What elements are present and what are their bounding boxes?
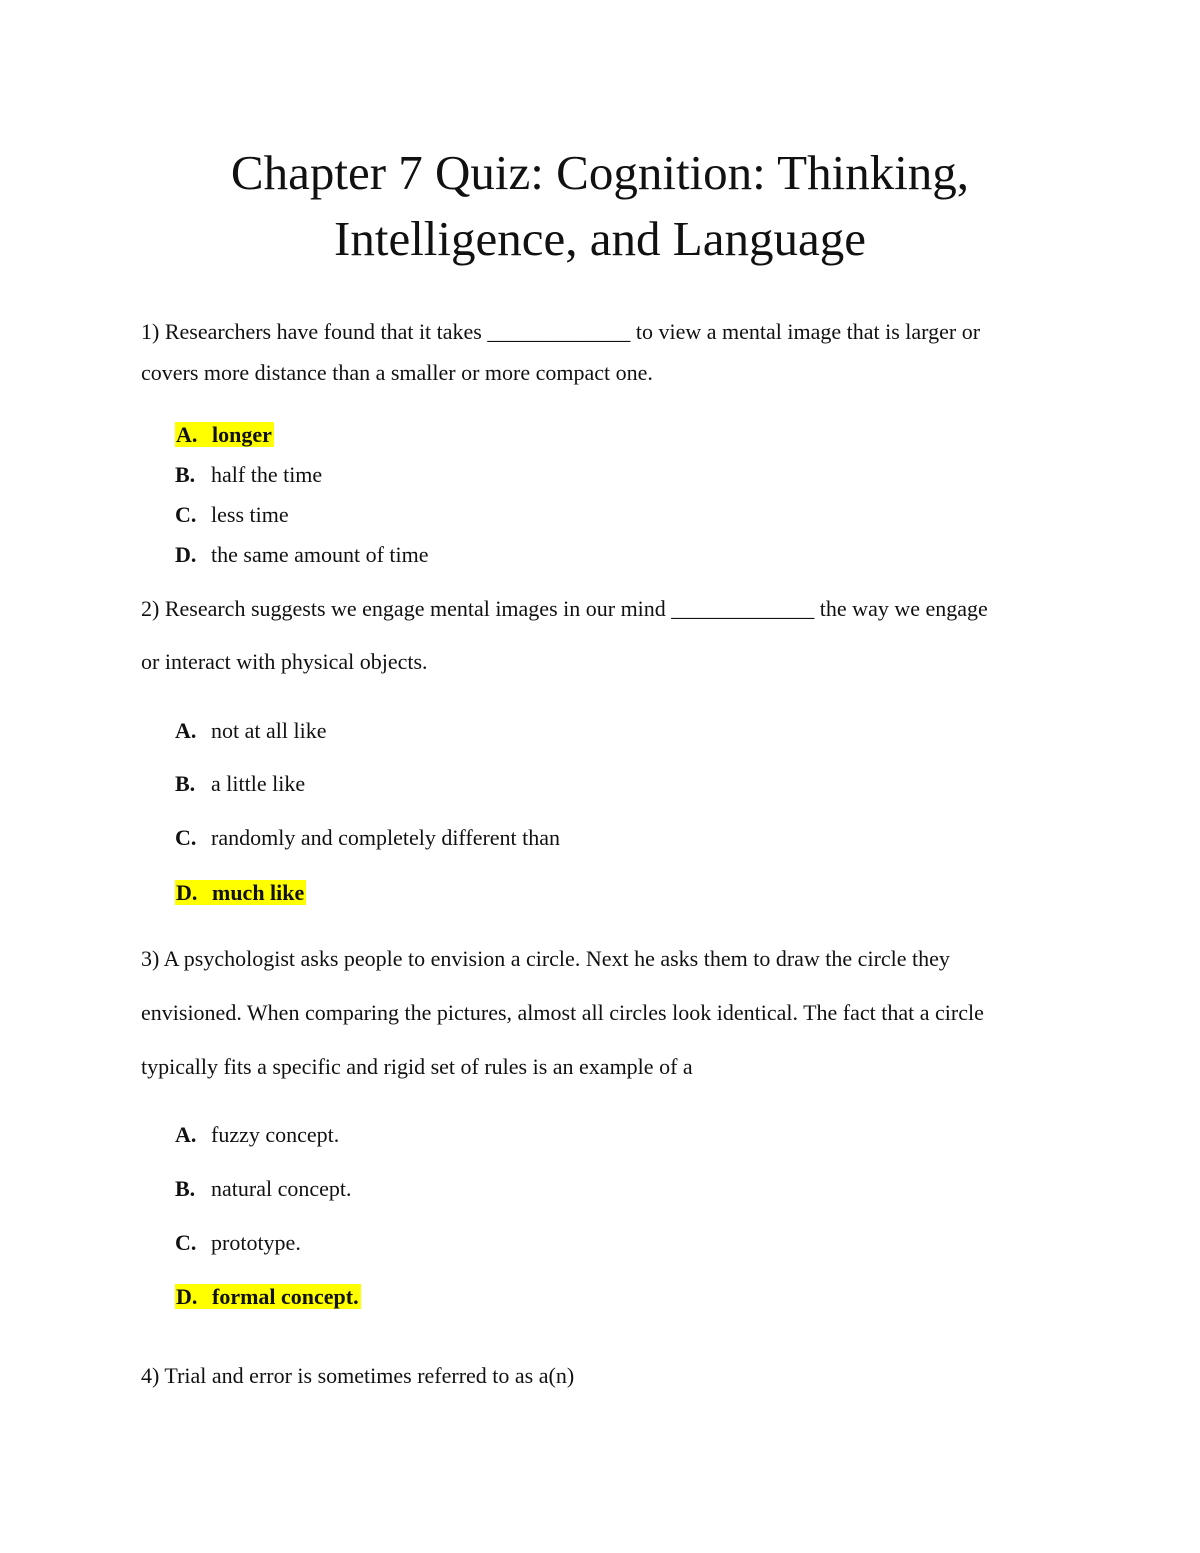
title-line-2: Intelligence, and Language	[334, 211, 866, 266]
page-title	[0, 140, 1200, 272]
question-3-option-a: A. fuzzy concept.	[175, 1122, 340, 1147]
question-3-line-2: envisioned. When comparing the pictures, almost all circles look identical. The fact that a circle	[141, 1000, 984, 1025]
question-3-line-3: typically fits a specific and rigid set of rules is an example of a	[141, 1054, 693, 1079]
correct-answer-highlight: A. longer	[176, 422, 272, 447]
question-2-option-d	[175, 878, 306, 908]
question-4-text	[141, 1361, 1061, 1391]
correct-answer-highlight: D. formal concept.	[176, 1284, 359, 1309]
title-line-1: Chapter 7 Quiz: Cognition: Thinking,	[230, 145, 970, 200]
question-4-line-1: 4) Trial and error is sometimes referred to as a(n)	[141, 1363, 575, 1388]
question-3-option-d	[175, 1282, 361, 1312]
question-1-option-c: C. less time	[175, 502, 289, 527]
question-2-line-1: 2) Research suggests we engage mental images in our mind _____________ the way we engage	[141, 596, 988, 621]
question-1-line-1: 1) Researchers have found that it takes _____________ to view a mental image that is larger or	[141, 319, 981, 344]
question-3-option-b: B. natural concept.	[175, 1176, 352, 1201]
question-1-text	[141, 311, 1061, 393]
correct-answer-highlight: D. much like	[176, 880, 305, 905]
question-1-option-a	[175, 420, 274, 450]
question-1-option-d: D. the same amount of time	[175, 542, 429, 567]
question-3-option-c: C. prototype.	[175, 1230, 301, 1255]
question-2-text	[141, 582, 1061, 688]
question-2-option-b: B. a little like	[175, 771, 306, 796]
question-2-line-2: or interact with physical objects.	[141, 649, 428, 674]
question-3-line-1: 3) A psychologist asks people to envision a circle. Next he asks them to draw the circle they	[141, 946, 950, 971]
question-1-line-2: covers more distance than a smaller or more compact one.	[141, 360, 653, 385]
question-2-option-a: A. not at all like	[175, 718, 327, 743]
question-2-option-c: C. randomly and completely different than	[175, 825, 561, 850]
question-1-option-b: B. half the time	[175, 462, 323, 487]
question-3-text	[141, 932, 1061, 1094]
